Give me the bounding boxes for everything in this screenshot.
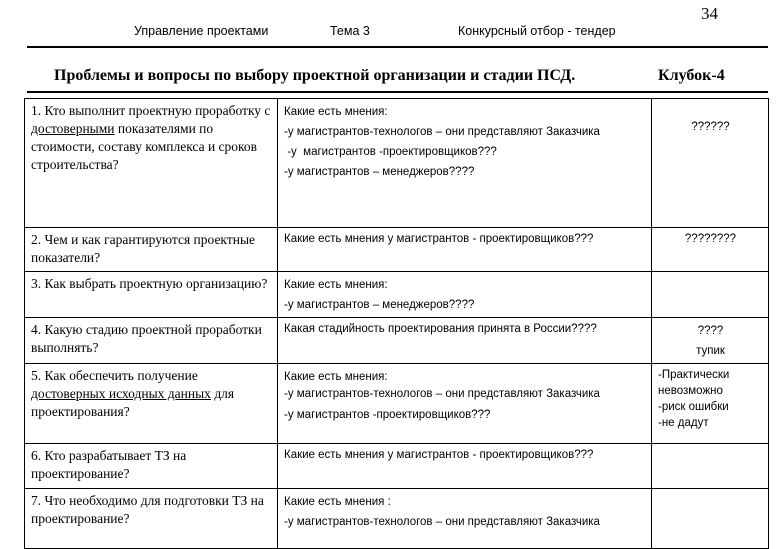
answer-line: Какие есть мнения у магистрантов - проектировщиков???	[284, 449, 594, 461]
result-line: -не дадут	[658, 417, 709, 429]
question-text: 6. Кто разрабатывает ТЗ на проектирование?	[31, 448, 187, 481]
table-row	[25, 272, 769, 318]
answer-line: -у магистрантов-технологов – они представляют Заказчика	[284, 388, 600, 400]
answer-line: Какие есть мнения :	[284, 496, 391, 508]
answer-cell	[278, 318, 652, 364]
table-row	[25, 99, 769, 228]
result-line: -Практически невозможно	[658, 369, 730, 397]
answer-cell	[278, 444, 652, 489]
question-cell	[25, 364, 278, 444]
result-line: тупик	[696, 345, 725, 357]
result-cell	[652, 99, 769, 228]
answer-cell	[278, 272, 652, 318]
question-text: 7. Что необходимо для подготовки ТЗ на проектирование?	[31, 493, 264, 526]
answer-cell	[278, 228, 652, 272]
question-text: показателями по стоимости, составу комплекса и сроков строительства?	[31, 121, 258, 172]
question-underlined-text: достоверными	[31, 121, 115, 136]
result-cell	[652, 444, 769, 489]
result-line: -риск ошибки	[658, 401, 729, 413]
question-text: 3. Как выбрать проектную организацию?	[31, 276, 268, 291]
result-cell	[652, 228, 769, 272]
question-text: 4. Какую стадию проектной проработки выполнять?	[31, 322, 262, 355]
page-number: 34	[701, 4, 718, 23]
answer-line: -у магистрантов -проектировщиков???	[284, 146, 497, 158]
answer-line: -у магистрантов-технологов – они представляют Заказчика	[284, 126, 600, 138]
result-cell	[652, 272, 769, 318]
question-cell	[25, 228, 278, 272]
answer-line: -у магистрантов – менеджеров????	[284, 166, 475, 178]
answer-cell	[278, 99, 652, 228]
question-cell	[25, 318, 278, 364]
answer-line: Какие есть мнения:	[284, 279, 388, 291]
result-cell	[652, 318, 769, 364]
question-text: 2. Чем и как гарантируются проектные показатели?	[31, 232, 256, 265]
question-text: для проектирования?	[31, 386, 235, 419]
answer-line: -у магистрантов-технологов – они представляют Заказчика	[284, 516, 600, 528]
title-rule	[27, 91, 768, 93]
table-row	[25, 444, 769, 489]
answer-line: Какая стадийность проектирования принята в России????	[284, 323, 597, 335]
header-rule	[27, 46, 768, 48]
group-title: Клубок-4	[658, 67, 725, 84]
answer-line: Какие есть мнения:	[284, 371, 388, 383]
header-section: Конкурсный отбор - тендер	[458, 24, 616, 38]
answer-line: -у магистрантов – менеджеров????	[284, 299, 475, 311]
question-text: 1. Кто выполнит проектную проработку с	[31, 103, 271, 118]
result-cell	[652, 364, 769, 444]
question-text: 5. Как обеспечить получение	[31, 368, 198, 383]
question-cell	[25, 272, 278, 318]
page-title: Проблемы и вопросы по выбору проектной организации и стадии ПСД.	[54, 67, 576, 84]
answer-cell	[278, 364, 652, 444]
answer-line: Какие есть мнения:	[284, 106, 388, 118]
header-topic: Тема 3	[330, 24, 370, 38]
question-cell	[25, 444, 278, 489]
questions-table	[24, 98, 769, 549]
result-line: ????	[697, 325, 724, 337]
question-underlined-text: достоверных исходных данных	[31, 386, 211, 401]
result-line: ??????	[691, 121, 730, 133]
table-row	[25, 364, 769, 444]
table-row	[25, 228, 769, 272]
result-line: ????????	[684, 233, 737, 245]
table-row	[25, 318, 769, 364]
answer-line: -у магистрантов -проектировщиков???	[284, 409, 491, 421]
header-course: Управление проектами	[134, 24, 269, 38]
question-cell	[25, 99, 278, 228]
answer-line: Какие есть мнения у магистрантов - проектировщиков???	[284, 233, 594, 245]
